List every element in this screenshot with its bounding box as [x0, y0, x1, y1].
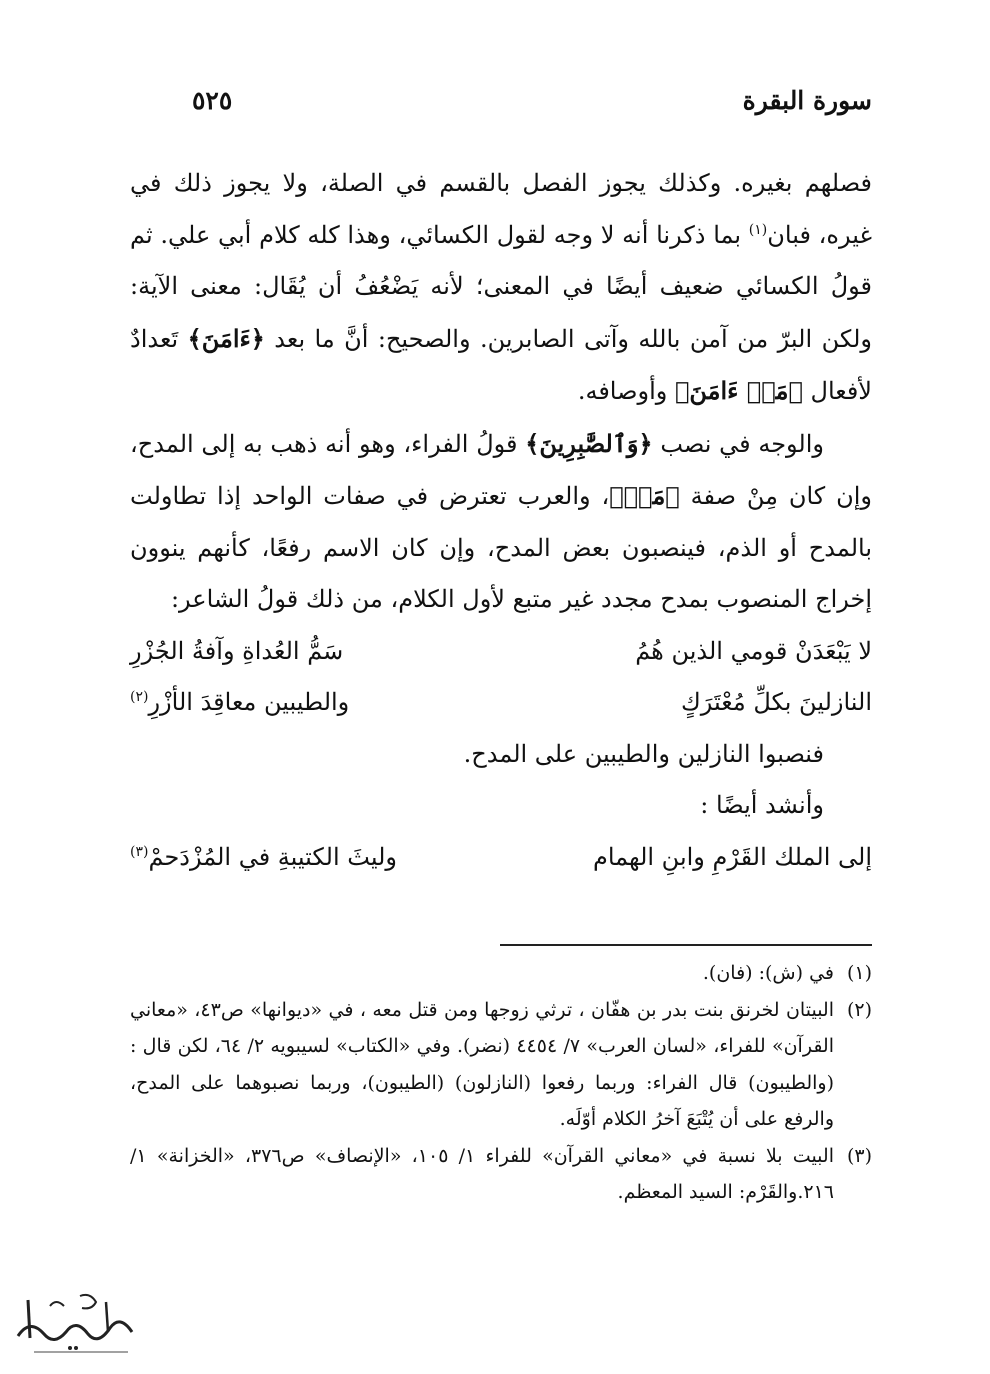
page-header — [130, 80, 872, 130]
quran-quote: ﴿وَٱلصَّٰبِرِينَ﴾ — [525, 428, 653, 458]
footnote — [130, 1138, 872, 1211]
verse-second-half: والطيبين معاقِدَ الأزْرِ$^{(٢)}$ — [130, 688, 350, 716]
verse-second-half: وليثَ الكتيبةِ في المُزْدَحمْ$^{(٣)}$ — [130, 842, 397, 871]
footnote-number: (٣) — [846, 1144, 872, 1167]
footnote-text: البيتان لخرنق بنت بدر بن هفّان ، ترثي زوجها ومن قتل معه ، في «ديوانها» ص٤٣، «معاني القرآن» للفراء، «لسان العرب» ٧/ ٤٤٥٤ (نضر). وفي «الكتاب» لسيبويه ٢/ ٦٤، لكن قال : (والطيبون) قال الفراء: وربما رفعوا (النازلون) (الطيبون)، وربما نصبوهما على المدح، والرفع على أن يُتْبَعَ آخرُ الكلام أوّلَه. — [130, 998, 834, 1130]
footnote-marker: (٢) — [130, 689, 149, 705]
footnote-divider — [500, 944, 872, 946]
poem-verse — [130, 677, 872, 729]
poem-verse — [130, 626, 872, 678]
paragraph: فنصبوا النازلين والطيبين على المدح. — [463, 739, 824, 768]
footnote-number: (١) — [846, 962, 872, 984]
footnote — [130, 955, 872, 992]
watermark-logo — [10, 1288, 140, 1362]
page-number: ٥٢٥ — [192, 86, 233, 115]
footnote-marker: (٣) — [130, 843, 149, 860]
poem-verse — [130, 832, 872, 884]
footnote-text: في (ش): (فان). — [702, 962, 834, 984]
footnote — [130, 992, 872, 1138]
verse-first-half: لا يَبْعَدَنْ قومي الذين هُمُ — [635, 636, 872, 665]
paragraph: فصلهم بغيره. وكذلك يجوز الفصل بالقسم في الصلة، ولا يجوز ذلك في غيره، فبان$^{(١)}$ بما ذكرنا أنه لا وجه لقول الكسائي، وهذا كله كلام أبي علي. ثم قولُ الكسائي ضعيف أيضًا في المعنى؛ لأنه يَضْعُفُ أن يُقَال: معنى الآية: ولكن البرّ من آمن بالله وآتى الصابرين. والصحيح: أنَّ ما بعد ﴿ءَامَنَ﴾ تَعدادٌ لأفعال ﴿مَنۡ ءَامَنَ﴾ وأوصافه. — [130, 169, 872, 405]
footnote-number: (٢) — [846, 998, 872, 1021]
paragraph: والوجه في نصب ﴿وَٱلصَّٰبِرِينَ﴾ قولُ الفراء، وهو أنه ذهب به إلى المدح، وإن كان مِنْ صفة ﴿مَنۡ﴾، والعرب تعترض في صفات الواحد إذا تطاولت بالمدح أو الذم، فينصبون بعض المدح، وإن كان الاسم رفعًا، كأنهم ينوون إخراج المنصوب بمدح مجدد غير متبع لأول الكلام، من ذلك قولُ الشاعر: — [130, 428, 872, 613]
paragraph: وأنشد أيضًا : — [700, 791, 824, 819]
quran-quote: ﴿ءَامَنَ﴾ — [187, 323, 265, 353]
verse-second-half: سَمُّ العُداةِ وآفةُ الجُزْرِ — [130, 636, 344, 665]
footnotes — [130, 955, 872, 1211]
footnote-text: البيت بلا نسبة في «معاني القرآن» للفراء ١/ ١٠٥، «الإنصاف» ص٣٧٦، «الخزانة» ١/ ٢١٦.والقَرْم: السيد المعظم. — [130, 1144, 834, 1203]
verse-first-half: النازلينَ بكلِّ مُعْتَرَكٍ — [680, 688, 872, 716]
quran-quote: ﴿مَنۡ﴾ — [609, 481, 680, 510]
main-text — [130, 158, 872, 883]
verse-first-half: إلى الملك القَرْمِ وابنِ الهمام — [592, 842, 872, 871]
quran-quote: ﴿مَنۡ ءَامَنَ﴾ — [674, 376, 803, 405]
footnote-marker: (١) — [748, 221, 768, 238]
sura-title: سورة البقرة — [742, 86, 872, 115]
calligraphy-logo-icon — [10, 1288, 140, 1362]
